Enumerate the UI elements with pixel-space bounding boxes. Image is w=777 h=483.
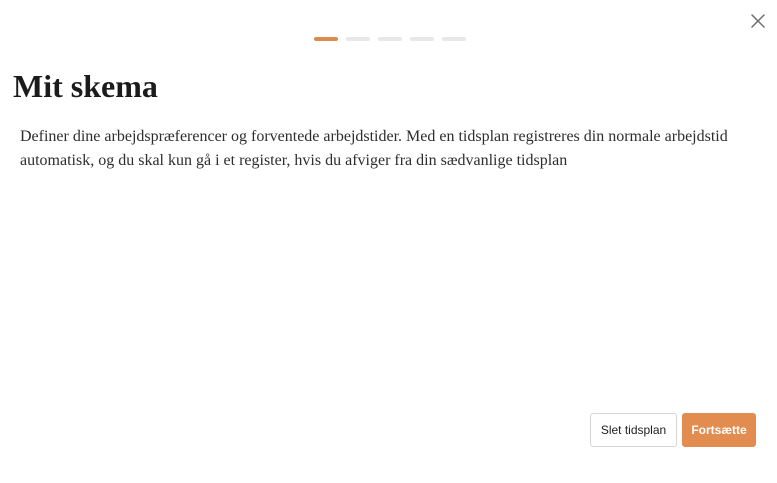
step-progress-indicator <box>314 37 466 41</box>
page-description: Definer dine arbejdspræferencer og forventede arbejdstider. Med en tidsplan registreres din normale arbejdstid automatisk, og du skal kun gå i et register, hvis du afviger fra din sædvanlige tidsplan <box>20 128 728 169</box>
dialog-footer <box>590 413 756 447</box>
close-icon <box>751 14 765 28</box>
delete-schedule-button[interactable]: Slet tidsplan <box>590 413 677 447</box>
page-title: Mit skema <box>13 68 158 104</box>
continue-button[interactable]: Fortsætte <box>682 413 756 447</box>
progress-step <box>314 37 338 41</box>
progress-step <box>346 37 370 41</box>
progress-step <box>442 37 466 41</box>
progress-step <box>410 37 434 41</box>
close-button[interactable] <box>748 11 768 31</box>
progress-step <box>378 37 402 41</box>
